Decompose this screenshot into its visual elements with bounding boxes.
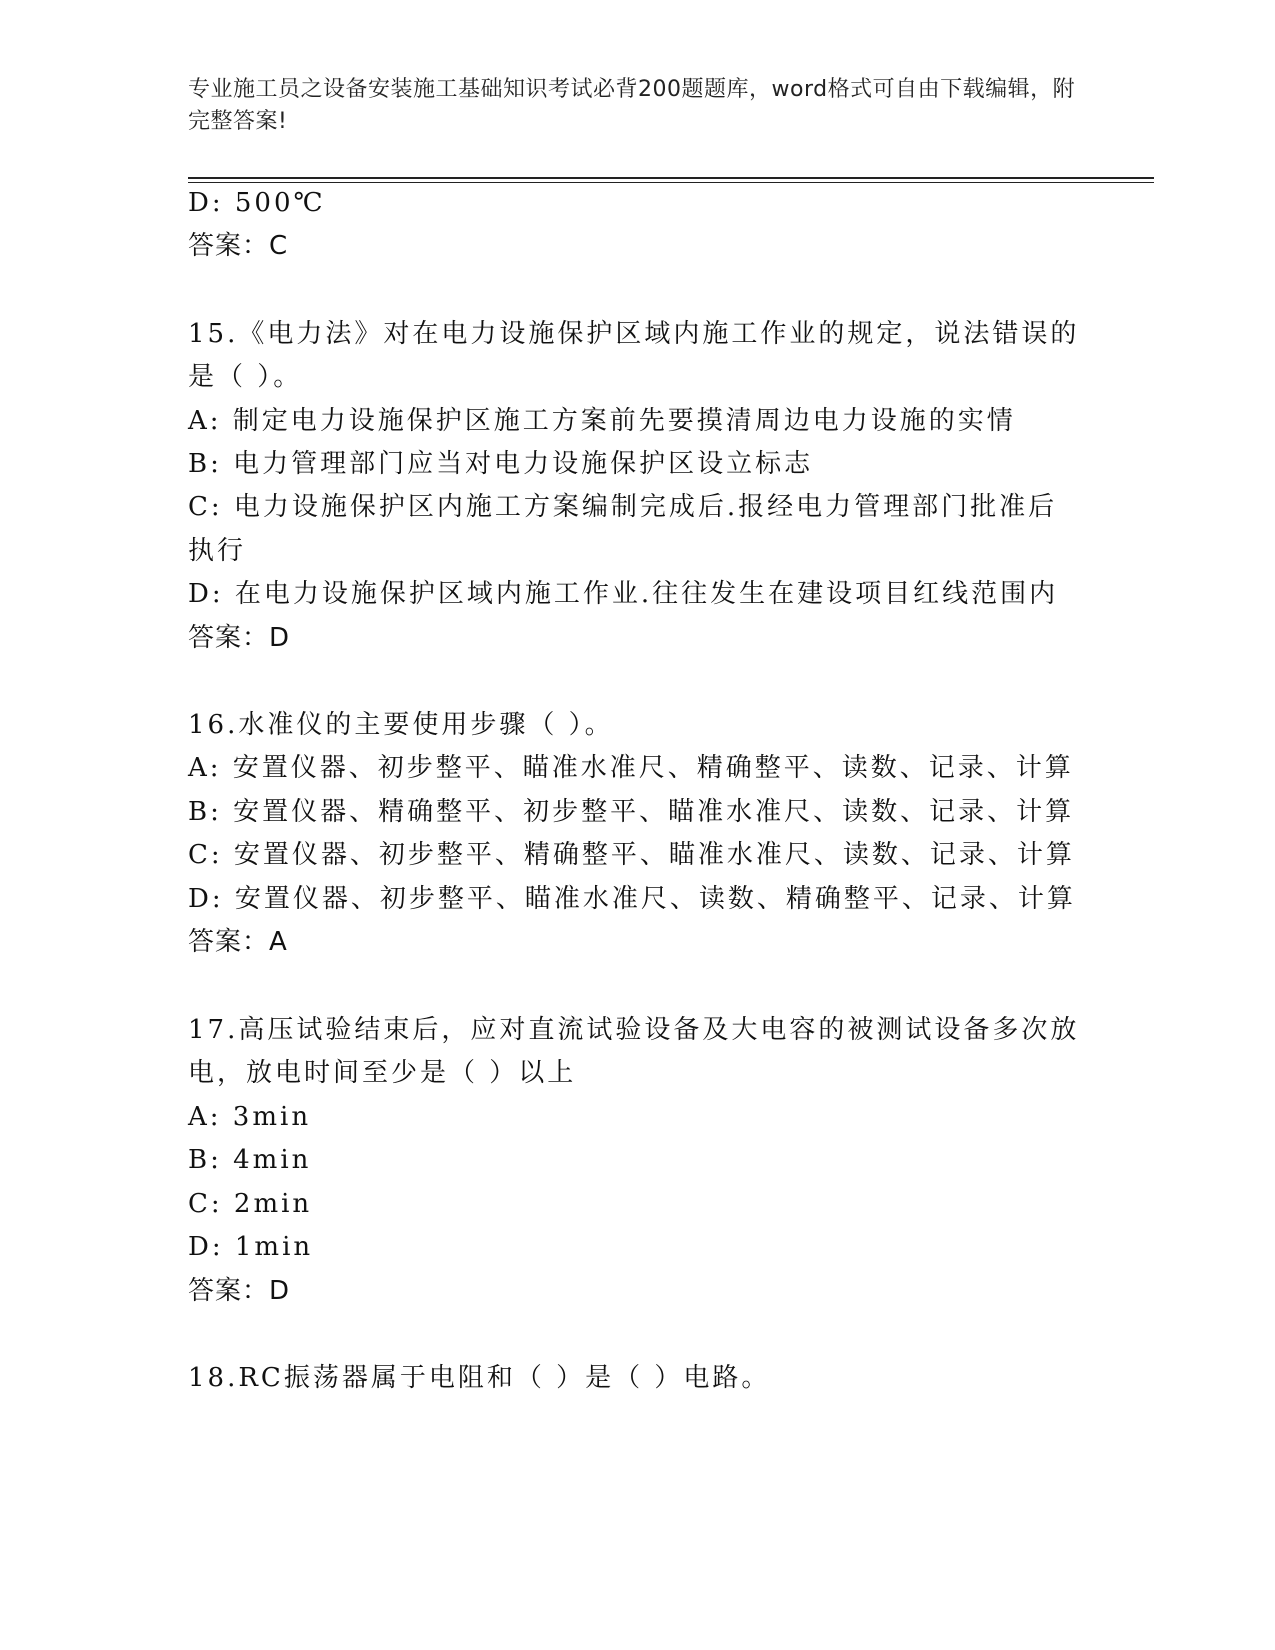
q16-stem-line1: 16.水准仪的主要使用步骤（ ）。 [188, 710, 614, 740]
q15-option-d: D: 在电力设施保护区域内施工作业.往往发生在建设项目红线范围内 [188, 579, 1059, 609]
q15-stem-line1: 15.《电力法》对在电力设施保护区域内施工作业的规定，说法错误的 [188, 319, 1080, 349]
prev-question-answer: 答案：C [188, 231, 289, 261]
q15-option-b: B: 电力管理部门应当对电力设施保护区设立标志 [188, 449, 814, 479]
q17-answer: 答案：D [188, 1276, 291, 1306]
q16-option-c: C: 安置仪器、初步整平、精确整平、瞄准水准尺、读数、记录、计算 [188, 840, 1075, 870]
q16-option-b: B: 安置仪器、精确整平、初步整平、瞄准水准尺、读数、记录、计算 [188, 797, 1075, 827]
q16-answer: 答案：A [188, 927, 288, 957]
prev-question-option-d: D: 500℃ [188, 188, 326, 218]
page-header-title: 专业施工员之设备安装施工基础知识考试必背200题题库，word格式可自由下载编辑，附完整答案! [188, 77, 1076, 134]
q16-option-a: A: 安置仪器、初步整平、瞄准水准尺、精确整平、读数、记录、计算 [188, 753, 1074, 783]
q17-option-a: A: 3min [188, 1102, 312, 1132]
q17-stem-line2: 电，放电时间至少是（ ）以上 [188, 1058, 577, 1088]
header-divider-thick [188, 177, 1154, 179]
header-divider-thin [188, 182, 1154, 183]
q16-option-d: D: 安置仪器、初步整平、瞄准水准尺、读数、精确整平、记录、计算 [188, 884, 1076, 914]
q15-option-c-line1: C: 电力设施保护区内施工方案编制完成后.报经电力管理部门批准后 [188, 492, 1058, 522]
q15-answer: 答案：D [188, 623, 291, 653]
q15-option-a: A: 制定电力设施保护区施工方案前先要摸清周边电力设施的实情 [188, 406, 1016, 436]
q15-stem-line2: 是（ ）。 [188, 362, 303, 392]
q17-option-b: B: 4min [188, 1145, 312, 1175]
q17-option-c: C: 2min [188, 1189, 313, 1219]
q17-option-d: D: 1min [188, 1232, 314, 1262]
q18-stem-line1: 18.RC振荡器属于电阻和（ ）是（ ）电路。 [188, 1363, 771, 1393]
q17-stem-line1: 17.高压试验结束后，应对直流试验设备及大电容的被测试设备多次放 [188, 1015, 1080, 1045]
q15-option-c-line2: 执行 [188, 536, 247, 566]
